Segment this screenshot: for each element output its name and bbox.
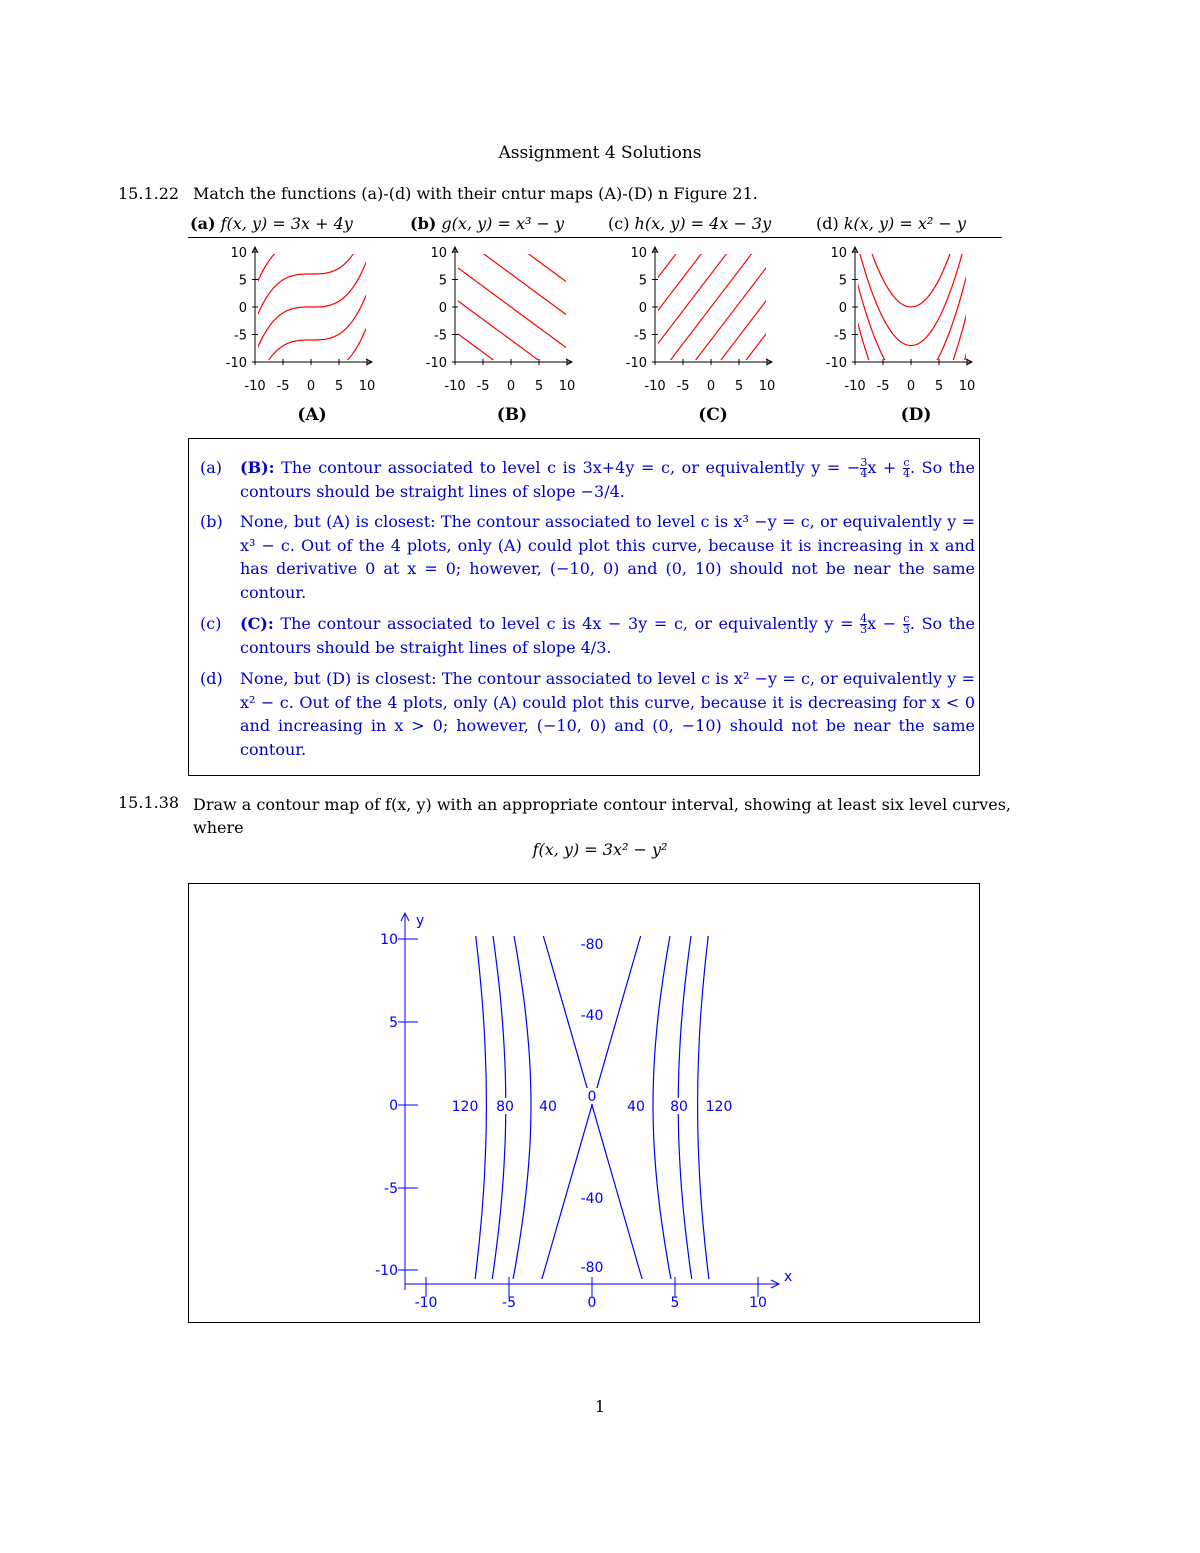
function-c-header: (c) h(x, y) = 4x − 3y <box>608 214 772 233</box>
x-tick-label: -10 <box>244 379 266 394</box>
x-tick-label: -5 <box>502 1295 516 1311</box>
x-tick-label: 0 <box>506 379 516 394</box>
contour-curve <box>455 266 567 349</box>
plot-letter-A: (A) <box>297 405 327 425</box>
problem2-number: 15.1.38 <box>118 793 180 812</box>
x-tick-label: 10 <box>558 379 576 394</box>
y-tick-label: 5 <box>438 273 447 289</box>
contour-line--40 <box>442 885 743 893</box>
y-tick-label: 0 <box>238 301 247 316</box>
page-title: Assignment 4 Solutions <box>498 143 702 163</box>
solution-d: (d) None, but (D) is closest: The contour associated to level c is x² −y = c, or equivalently y = x² − c. Out of the 4 plots, only (A) could plot this curve, because it is decreasing for x < 0 and increasing in x > 0; however, (−10, 0) and (0, −10) should not be near the same contour. <box>200 669 975 759</box>
x-tick-label: -5 <box>276 379 290 394</box>
y-tick-label: -5 <box>234 328 247 344</box>
header-rule <box>188 237 1002 238</box>
contour-curve <box>455 299 567 382</box>
contour-plot-D <box>805 242 985 402</box>
contour-curve <box>255 242 367 321</box>
contour-label: 120 <box>705 1099 733 1115</box>
solution-a: (a) (B): The contour associated to level c is 3x+4y = c, or equivalently y = − $\frac{3}{4}$ x + $\frac{c}{4}$ . So the contours should be straight lines of slope −3/4. <box>200 456 976 501</box>
x-tick-label: 0 <box>306 379 316 394</box>
contour-curve <box>255 242 367 288</box>
plot-letter-B: (B) <box>496 405 528 425</box>
y-tick-label: 0 <box>438 301 447 316</box>
contour-curve <box>455 242 567 249</box>
contour-group <box>855 242 967 402</box>
x-tick-label: 0 <box>706 379 716 394</box>
problem2-statement: Draw a contour map of f(x, y) with an appropriate contour interval, showing at least six level curves, where <box>193 795 1012 837</box>
y-tick-label: 10 <box>380 932 398 948</box>
contour-label: 120 <box>451 1099 479 1115</box>
x-tick-label: 5 <box>734 379 744 394</box>
y-tick-label: -5 <box>384 1181 398 1197</box>
contour-label: 0 <box>587 1089 597 1105</box>
contour-group <box>255 242 367 402</box>
y-tick-label: 0 <box>389 1098 398 1114</box>
contour-plot-A <box>205 242 385 402</box>
y-tick-label: 0 <box>638 301 647 316</box>
function-a-header: (a) f(x, y) = 3x + 4y <box>190 214 353 233</box>
x-tick-label: 0 <box>906 379 916 394</box>
contour-group <box>655 242 767 402</box>
x-tick-label: -10 <box>414 1295 438 1311</box>
y-tick-label: -5 <box>634 328 647 344</box>
contour-plot-B <box>405 242 585 402</box>
y-tick-label: -10 <box>425 356 447 371</box>
x-tick-label: 10 <box>958 379 976 394</box>
x-tick-label: 10 <box>758 379 776 394</box>
y-tick-label: 10 <box>830 246 847 261</box>
function-b-header: (b) g(x, y) = x³ − y <box>410 214 565 233</box>
x-tick-label: -10 <box>444 379 466 394</box>
x-tick-label: -10 <box>844 379 866 394</box>
contour-label: -40 <box>580 1191 604 1207</box>
y-tick-label: 0 <box>838 301 847 316</box>
y-tick-label: 10 <box>430 246 447 261</box>
y-tick-label: -10 <box>825 356 847 371</box>
contour-curve <box>655 242 767 248</box>
y-tick-label: -10 <box>375 1263 398 1279</box>
y-tick-label: 5 <box>638 273 647 289</box>
x-axis-label: x <box>784 1269 793 1285</box>
x-tick-label: 0 <box>587 1295 597 1311</box>
y-tick-label: 5 <box>389 1015 398 1031</box>
contour-group <box>455 242 567 402</box>
contour-plot-C <box>605 242 785 402</box>
function-d-header: (d) k(x, y) = x² − y <box>816 214 966 233</box>
y-tick-label: 5 <box>838 273 847 289</box>
x-tick-label: -5 <box>676 379 690 394</box>
y-tick-label: -5 <box>834 328 847 344</box>
contour-line--40 <box>442 1317 743 1321</box>
solution-c: (c) (C): The contour associated to level c is 4x − 3y = c, or equivalently y = $\frac{4}{3}$ x − $\frac{c}{3}$ . So the contours should be straight lines of slope 4/3. <box>200 612 976 657</box>
contour-label: 80 <box>496 1099 514 1115</box>
contour-curve <box>855 351 967 402</box>
problem-number: 15.1.22 <box>118 184 180 203</box>
x-tick-label: -5 <box>876 379 890 394</box>
plot-letter-D: (D) <box>900 405 932 425</box>
contour-map-3x2-y2 <box>190 885 978 1321</box>
y-axis-label: y <box>416 913 425 929</box>
y-tick-label: 5 <box>238 273 247 289</box>
y-tick-label: 10 <box>230 246 247 261</box>
contour-label: -40 <box>580 1008 604 1024</box>
contour-curve <box>655 242 767 281</box>
x-tick-label: 5 <box>334 379 344 394</box>
contour-curve <box>455 242 567 282</box>
contour-label: 40 <box>627 1099 645 1115</box>
contour-label: 80 <box>670 1099 688 1115</box>
contour-curve <box>855 242 967 307</box>
x-tick-label: -10 <box>644 379 666 394</box>
page-number: 1 <box>594 1397 606 1416</box>
contour-curve <box>655 242 767 314</box>
contour-label: 40 <box>539 1099 557 1115</box>
problem-statement: Match the functions (a)-(d) with their cntur maps (A)-(D) n Figure 21. <box>193 184 758 203</box>
contour-curve <box>655 242 767 347</box>
contour-label: -80 <box>580 937 604 953</box>
contour-label: -80 <box>580 1260 604 1276</box>
y-tick-label: -10 <box>225 356 247 371</box>
x-tick-label: 5 <box>670 1295 680 1311</box>
plot-letter-C: (C) <box>698 405 728 425</box>
problem2-equation: f(x, y) = 3x² − y² <box>532 840 668 859</box>
x-tick-label: -5 <box>476 379 490 394</box>
x-tick-label: 5 <box>534 379 544 394</box>
y-tick-label: -5 <box>434 328 447 344</box>
x-tick-label: 10 <box>749 1295 767 1311</box>
solution-b: (b) None, but (A) is closest: The contour associated to level c is x³ −y = c, or equivalently y = x³ − c. Out of the 4 plots, only (A) could plot this curve, because it is increasing in x and has derivative 0 at x = 0; however, (−10, 0) and (0, 10) should not be near the same contour. <box>200 512 975 602</box>
x-tick-label: 10 <box>358 379 376 394</box>
y-tick-label: -10 <box>625 356 647 371</box>
x-tick-label: 5 <box>934 379 944 394</box>
y-tick-label: 10 <box>630 246 647 261</box>
